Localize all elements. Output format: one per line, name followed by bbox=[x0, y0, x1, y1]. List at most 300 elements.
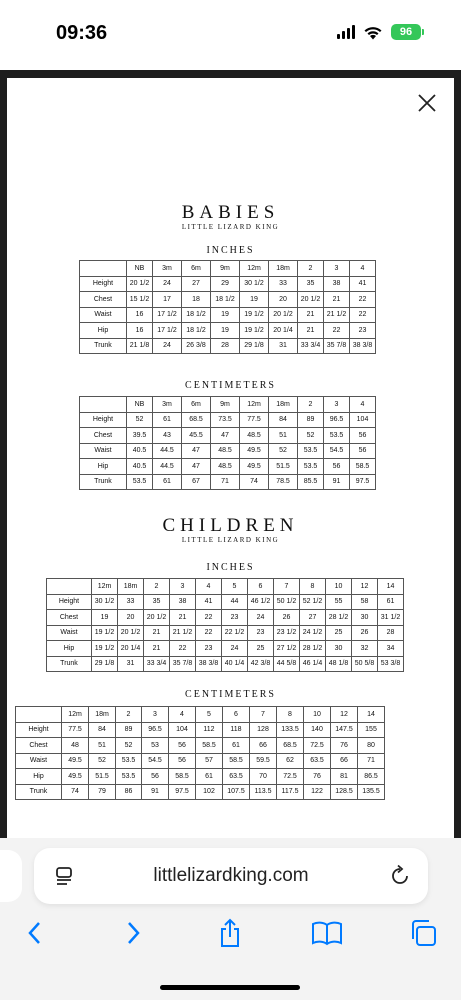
table-cell: 27 bbox=[182, 276, 211, 292]
table-cell: 61 bbox=[153, 412, 182, 428]
header-cell: 2 bbox=[298, 261, 324, 277]
table-cell: 68.5 bbox=[277, 738, 304, 754]
table-header-row bbox=[80, 261, 376, 277]
table-cell: 46 1/4 bbox=[300, 656, 326, 672]
table-cell: 47 bbox=[211, 428, 240, 444]
table-cell: 80 bbox=[358, 738, 385, 754]
tabs-button[interactable] bbox=[406, 916, 440, 950]
table-cell: 20 1/2 bbox=[298, 292, 324, 308]
previous-tab-preview[interactable] bbox=[0, 850, 22, 902]
bookmarks-book-icon bbox=[311, 920, 343, 946]
header-cell: 4 bbox=[196, 579, 222, 595]
table-cell: 33 bbox=[269, 276, 298, 292]
table-cell: 17 1/2 bbox=[153, 307, 182, 323]
table-cell: 20 1/2 bbox=[269, 307, 298, 323]
table-row bbox=[80, 428, 376, 444]
table-cell: 54.5 bbox=[324, 443, 350, 459]
table-row bbox=[47, 594, 404, 610]
forward-button[interactable] bbox=[116, 916, 150, 950]
table-cell: 59.5 bbox=[250, 753, 277, 769]
table-row bbox=[16, 722, 385, 738]
header-cell: 14 bbox=[378, 579, 404, 595]
header-cell: 18m bbox=[118, 579, 144, 595]
table-cell: 47 bbox=[182, 459, 211, 475]
table-cell: 55 bbox=[326, 594, 352, 610]
table-cell: 48 1/8 bbox=[326, 656, 352, 672]
header-cell: 5 bbox=[222, 579, 248, 595]
table-row bbox=[47, 656, 404, 672]
table-cell: 107.5 bbox=[223, 784, 250, 800]
table-cell: 49.5 bbox=[240, 443, 269, 459]
header-cell: 6 bbox=[223, 707, 250, 723]
table-cell: 41 bbox=[196, 594, 222, 610]
table-cell: 26 bbox=[352, 625, 378, 641]
table-cell: 27 1/2 bbox=[274, 641, 300, 657]
table-cell: 72.5 bbox=[304, 738, 331, 754]
table-cell: 21 bbox=[298, 323, 324, 339]
size-chart-modal bbox=[7, 78, 454, 838]
header-cell: 10 bbox=[326, 579, 352, 595]
table-cell: 19 bbox=[211, 323, 240, 339]
table-cell: 18 1/2 bbox=[211, 292, 240, 308]
table-cell: 22 bbox=[170, 641, 196, 657]
children-brand: LITTLE LIZARD KING bbox=[181, 536, 280, 544]
table-row bbox=[80, 276, 376, 292]
header-cell: 12 bbox=[331, 707, 358, 723]
table-cell: 48.5 bbox=[211, 459, 240, 475]
header-cell: 9m bbox=[211, 397, 240, 413]
babies-inches-title: INCHES bbox=[206, 245, 255, 256]
row-label-cell: Hip bbox=[80, 459, 127, 475]
table-cell: 66 bbox=[250, 738, 277, 754]
table-cell: 52 bbox=[89, 753, 116, 769]
table-cell: 41 bbox=[350, 276, 376, 292]
table-cell: 61 bbox=[223, 738, 250, 754]
row-label-cell: Height bbox=[47, 594, 92, 610]
table-cell: 128.5 bbox=[331, 784, 358, 800]
babies-inches-table bbox=[79, 260, 376, 354]
back-button[interactable] bbox=[18, 916, 52, 950]
table-cell: 53.5 bbox=[298, 459, 324, 475]
table-cell: 21 bbox=[144, 641, 170, 657]
table-cell: 35 7/8 bbox=[170, 656, 196, 672]
table-cell: 33 3/4 bbox=[298, 338, 324, 354]
table-cell: 44 bbox=[222, 594, 248, 610]
table-cell: 67 bbox=[182, 474, 211, 490]
table-cell: 53.5 bbox=[116, 753, 142, 769]
children-cm-title: CENTIMETERS bbox=[185, 689, 276, 700]
table-cell: 40 1/4 bbox=[222, 656, 248, 672]
table-cell: 53.5 bbox=[127, 474, 153, 490]
table-cell: 19 1/2 bbox=[92, 625, 118, 641]
table-cell: 25 bbox=[248, 641, 274, 657]
table-cell: 86.5 bbox=[358, 769, 385, 785]
header-cell: NB bbox=[127, 261, 153, 277]
table-cell: 61 bbox=[378, 594, 404, 610]
table-cell: 57 bbox=[196, 753, 223, 769]
row-label-cell: Waist bbox=[16, 753, 62, 769]
table-cell: 28 bbox=[378, 625, 404, 641]
table-row bbox=[80, 474, 376, 490]
table-cell: 19 1/2 bbox=[92, 641, 118, 657]
address-bar[interactable] bbox=[34, 848, 428, 904]
table-cell: 33 bbox=[118, 594, 144, 610]
table-cell: 155 bbox=[358, 722, 385, 738]
table-cell: 140 bbox=[304, 722, 331, 738]
table-cell: 53.5 bbox=[324, 428, 350, 444]
table-cell: 43 bbox=[153, 428, 182, 444]
header-cell: 2 bbox=[144, 579, 170, 595]
header-cell: 6m bbox=[182, 261, 211, 277]
bookmarks-button[interactable] bbox=[310, 916, 344, 950]
table-cell: 20 1/2 bbox=[127, 276, 153, 292]
table-cell: 104 bbox=[350, 412, 376, 428]
table-cell: 22 bbox=[350, 307, 376, 323]
table-cell: 23 1/2 bbox=[274, 625, 300, 641]
table-cell: 68.5 bbox=[182, 412, 211, 428]
header-cell: 12 bbox=[352, 579, 378, 595]
browser-bottom-bar bbox=[0, 838, 461, 1000]
header-cell: 12m bbox=[240, 397, 269, 413]
row-label-cell: Waist bbox=[80, 307, 127, 323]
close-icon[interactable] bbox=[416, 92, 438, 114]
row-label-cell: Chest bbox=[47, 610, 92, 626]
table-row bbox=[47, 610, 404, 626]
table-cell: 52 bbox=[269, 443, 298, 459]
row-label-cell: Chest bbox=[80, 428, 127, 444]
table-cell: 28 1/2 bbox=[300, 641, 326, 657]
table-cell: 61 bbox=[153, 474, 182, 490]
row-label-cell: Height bbox=[16, 722, 62, 738]
header-cell: 2 bbox=[116, 707, 142, 723]
table-cell: 35 bbox=[144, 594, 170, 610]
table-cell: 47 bbox=[182, 443, 211, 459]
table-cell: 62 bbox=[277, 753, 304, 769]
table-cell: 96.5 bbox=[142, 722, 169, 738]
table-cell: 30 bbox=[352, 610, 378, 626]
table-cell: 76 bbox=[304, 769, 331, 785]
table-cell: 51 bbox=[89, 738, 116, 754]
table-cell: 44.5 bbox=[153, 459, 182, 475]
table-cell: 24 bbox=[153, 338, 182, 354]
table-cell: 74 bbox=[62, 784, 89, 800]
header-cell: 2 bbox=[298, 397, 324, 413]
table-cell: 21 bbox=[170, 610, 196, 626]
table-cell: 52 bbox=[127, 412, 153, 428]
table-cell: 21 1/2 bbox=[324, 307, 350, 323]
table-cell: 18 bbox=[182, 292, 211, 308]
header-cell: 18m bbox=[89, 707, 116, 723]
table-cell: 28 1/2 bbox=[326, 610, 352, 626]
header-cell: 4 bbox=[350, 397, 376, 413]
header-cell: 8 bbox=[277, 707, 304, 723]
table-cell: 21 1/2 bbox=[170, 625, 196, 641]
table-cell: 21 bbox=[324, 292, 350, 308]
forward-chevron-icon bbox=[123, 920, 143, 946]
header-cell: 7 bbox=[274, 579, 300, 595]
table-cell: 19 1/2 bbox=[240, 307, 269, 323]
header-cell: 8 bbox=[300, 579, 326, 595]
table-cell: 58.5 bbox=[169, 769, 196, 785]
table-cell: 30 1/2 bbox=[240, 276, 269, 292]
wifi-icon bbox=[363, 25, 383, 40]
babies-cm-title: CENTIMETERS bbox=[185, 380, 276, 391]
table-cell: 49.5 bbox=[62, 769, 89, 785]
table-cell: 89 bbox=[116, 722, 142, 738]
table-cell: 22 bbox=[196, 610, 222, 626]
table-cell: 104 bbox=[169, 722, 196, 738]
header-cell: 3m bbox=[153, 397, 182, 413]
header-cell: 7 bbox=[250, 707, 277, 723]
table-cell: 118 bbox=[223, 722, 250, 738]
table-cell: 44.5 bbox=[153, 443, 182, 459]
table-cell: 34 bbox=[378, 641, 404, 657]
table-cell: 71 bbox=[211, 474, 240, 490]
table-cell: 52 bbox=[116, 738, 142, 754]
table-cell: 31 bbox=[269, 338, 298, 354]
table-cell: 58.5 bbox=[350, 459, 376, 475]
table-cell: 44 5/8 bbox=[274, 656, 300, 672]
table-row bbox=[16, 753, 385, 769]
table-cell: 56 bbox=[169, 738, 196, 754]
children-title: CHILDREN bbox=[162, 515, 299, 536]
header-cell: 3 bbox=[170, 579, 196, 595]
table-cell: 22 1/2 bbox=[222, 625, 248, 641]
header-cell: NB bbox=[127, 397, 153, 413]
table-cell: 29 bbox=[211, 276, 240, 292]
table-cell: 38 bbox=[170, 594, 196, 610]
table-cell: 76 bbox=[331, 738, 358, 754]
table-cell: 77.5 bbox=[240, 412, 269, 428]
tabs-icon bbox=[408, 918, 438, 948]
row-label-cell: Hip bbox=[47, 641, 92, 657]
table-cell: 31 1/2 bbox=[378, 610, 404, 626]
table-row bbox=[16, 769, 385, 785]
table-header-row bbox=[47, 579, 404, 595]
table-cell: 89 bbox=[298, 412, 324, 428]
table-cell: 81 bbox=[331, 769, 358, 785]
babies-title: BABIES bbox=[181, 202, 280, 223]
table-cell: 35 bbox=[298, 276, 324, 292]
table-cell: 51 bbox=[269, 428, 298, 444]
row-label-cell: Trunk bbox=[80, 474, 127, 490]
table-cell: 113.5 bbox=[250, 784, 277, 800]
header-cell: 6m bbox=[182, 397, 211, 413]
header-cell: 4 bbox=[169, 707, 196, 723]
table-cell: 58 bbox=[352, 594, 378, 610]
back-chevron-icon bbox=[25, 920, 45, 946]
table-cell: 128 bbox=[250, 722, 277, 738]
table-cell: 19 1/2 bbox=[240, 323, 269, 339]
table-cell: 19 bbox=[211, 307, 240, 323]
row-label-cell: Waist bbox=[80, 443, 127, 459]
table-cell: 45.5 bbox=[182, 428, 211, 444]
row-label-cell: Trunk bbox=[47, 656, 92, 672]
table-cell: 97.5 bbox=[169, 784, 196, 800]
row-label-cell: Height bbox=[80, 412, 127, 428]
table-cell: 23 bbox=[350, 323, 376, 339]
header-cell: 10 bbox=[304, 707, 331, 723]
table-cell: 24 bbox=[222, 641, 248, 657]
table-cell: 22 bbox=[324, 323, 350, 339]
table-cell: 51.5 bbox=[89, 769, 116, 785]
table-cell: 78.5 bbox=[269, 474, 298, 490]
table-cell: 24 bbox=[153, 276, 182, 292]
header-cell: 12m bbox=[92, 579, 118, 595]
row-label-cell: Chest bbox=[16, 738, 62, 754]
table-row bbox=[80, 443, 376, 459]
reload-icon[interactable] bbox=[388, 864, 412, 888]
table-row bbox=[80, 459, 376, 475]
row-label-cell: Chest bbox=[80, 292, 127, 308]
table-cell: 29 1/8 bbox=[92, 656, 118, 672]
header-cell: 14 bbox=[358, 707, 385, 723]
header-cell: 4 bbox=[350, 261, 376, 277]
table-cell: 32 bbox=[352, 641, 378, 657]
table-cell: 24 bbox=[248, 610, 274, 626]
table-cell: 53 bbox=[142, 738, 169, 754]
table-cell: 102 bbox=[196, 784, 223, 800]
children-cm-table bbox=[15, 706, 385, 800]
table-cell: 24 1/2 bbox=[300, 625, 326, 641]
table-cell: 49.5 bbox=[240, 459, 269, 475]
table-cell: 61 bbox=[196, 769, 223, 785]
table-cell: 28 bbox=[211, 338, 240, 354]
table-cell: 19 bbox=[92, 610, 118, 626]
header-cell: 18m bbox=[269, 261, 298, 277]
header-cell: 3m bbox=[153, 261, 182, 277]
babies-cm-table bbox=[79, 396, 376, 490]
header-cell: 3 bbox=[142, 707, 169, 723]
header-cell bbox=[47, 579, 92, 595]
table-row bbox=[80, 412, 376, 428]
table-cell: 71 bbox=[358, 753, 385, 769]
table-cell: 20 bbox=[269, 292, 298, 308]
header-cell: 18m bbox=[269, 397, 298, 413]
table-cell: 40.5 bbox=[127, 459, 153, 475]
table-cell: 40.5 bbox=[127, 443, 153, 459]
cellular-signal-icon bbox=[337, 25, 355, 39]
table-cell: 23 bbox=[196, 641, 222, 657]
table-cell: 26 3/8 bbox=[182, 338, 211, 354]
header-cell bbox=[16, 707, 62, 723]
table-cell: 22 bbox=[196, 625, 222, 641]
table-cell: 85.5 bbox=[298, 474, 324, 490]
table-row bbox=[16, 738, 385, 754]
header-cell: 12m bbox=[62, 707, 89, 723]
table-cell: 18 1/2 bbox=[182, 323, 211, 339]
browser-toolbar bbox=[0, 916, 461, 956]
header-cell: 12m bbox=[240, 261, 269, 277]
header-cell: 3 bbox=[324, 397, 350, 413]
header-cell: 5 bbox=[196, 707, 223, 723]
table-cell: 29 1/8 bbox=[240, 338, 269, 354]
table-cell: 56 bbox=[350, 443, 376, 459]
table-cell: 30 1/2 bbox=[92, 594, 118, 610]
table-cell: 15 1/2 bbox=[127, 292, 153, 308]
url-text[interactable]: littlelizardking.com bbox=[153, 865, 309, 886]
table-cell: 42 3/8 bbox=[248, 656, 274, 672]
table-cell: 112 bbox=[196, 722, 223, 738]
table-cell: 22 bbox=[350, 292, 376, 308]
table-cell: 63.5 bbox=[223, 769, 250, 785]
table-cell: 53.5 bbox=[116, 769, 142, 785]
header-cell bbox=[80, 397, 127, 413]
table-row bbox=[47, 641, 404, 657]
table-cell: 56 bbox=[142, 769, 169, 785]
status-icons bbox=[337, 24, 421, 40]
table-cell: 20 bbox=[118, 610, 144, 626]
babies-brand: LITTLE LIZARD KING bbox=[181, 223, 280, 231]
table-cell: 21 bbox=[144, 625, 170, 641]
table-cell: 27 bbox=[300, 610, 326, 626]
table-cell: 39.5 bbox=[127, 428, 153, 444]
table-cell: 53 3/8 bbox=[378, 656, 404, 672]
table-cell: 73.5 bbox=[211, 412, 240, 428]
table-row bbox=[16, 784, 385, 800]
table-cell: 48.5 bbox=[240, 428, 269, 444]
table-cell: 133.5 bbox=[277, 722, 304, 738]
header-cell bbox=[80, 261, 127, 277]
table-cell: 33 3/4 bbox=[144, 656, 170, 672]
table-cell: 84 bbox=[269, 412, 298, 428]
row-label-cell: Trunk bbox=[80, 338, 127, 354]
row-label-cell: Height bbox=[80, 276, 127, 292]
table-cell: 135.5 bbox=[358, 784, 385, 800]
table-cell: 38 3/8 bbox=[196, 656, 222, 672]
table-cell: 51.5 bbox=[269, 459, 298, 475]
table-cell: 56 bbox=[324, 459, 350, 475]
table-cell: 56 bbox=[169, 753, 196, 769]
table-cell: 16 bbox=[127, 307, 153, 323]
table-cell: 30 bbox=[326, 641, 352, 657]
table-cell: 52 1/2 bbox=[300, 594, 326, 610]
table-cell: 16 bbox=[127, 323, 153, 339]
share-button[interactable] bbox=[213, 916, 247, 950]
table-cell: 48 bbox=[62, 738, 89, 754]
status-time: 09:36 bbox=[56, 22, 108, 44]
table-cell: 63.5 bbox=[304, 753, 331, 769]
table-cell: 19 bbox=[240, 292, 269, 308]
table-row bbox=[80, 338, 376, 354]
table-cell: 50 1/2 bbox=[274, 594, 300, 610]
table-cell: 48.5 bbox=[211, 443, 240, 459]
table-cell: 77.5 bbox=[62, 722, 89, 738]
table-cell: 23 bbox=[222, 610, 248, 626]
table-cell: 53.5 bbox=[298, 443, 324, 459]
table-cell: 21 bbox=[298, 307, 324, 323]
table-cell: 20 1/4 bbox=[118, 641, 144, 657]
table-cell: 35 7/8 bbox=[324, 338, 350, 354]
table-cell: 23 bbox=[248, 625, 274, 641]
share-icon bbox=[217, 918, 243, 948]
table-cell: 122 bbox=[304, 784, 331, 800]
header-cell: 9m bbox=[211, 261, 240, 277]
table-cell: 97.5 bbox=[350, 474, 376, 490]
status-bar bbox=[0, 0, 461, 70]
table-cell: 58.5 bbox=[196, 738, 223, 754]
header-cell: 3 bbox=[324, 261, 350, 277]
home-indicator bbox=[160, 985, 300, 990]
row-label-cell: Hip bbox=[80, 323, 127, 339]
table-cell: 84 bbox=[89, 722, 116, 738]
table-cell: 18 1/2 bbox=[182, 307, 211, 323]
table-cell: 86 bbox=[116, 784, 142, 800]
battery-icon: 96 bbox=[391, 24, 421, 40]
table-cell: 56 bbox=[350, 428, 376, 444]
table-row bbox=[80, 292, 376, 308]
table-cell: 20 1/4 bbox=[269, 323, 298, 339]
